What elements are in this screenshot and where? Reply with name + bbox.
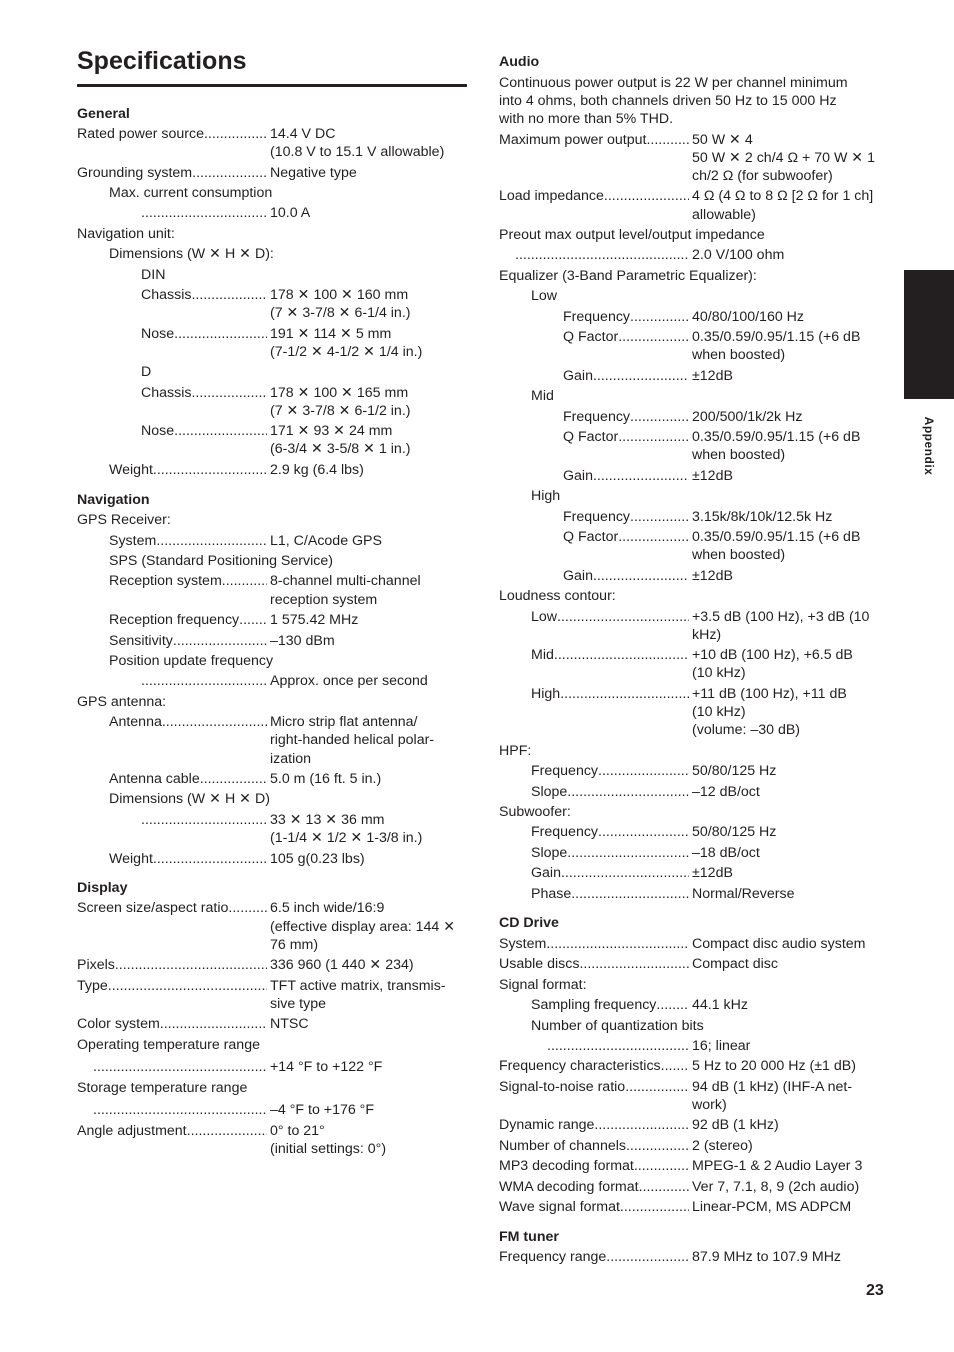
spec-label [109, 713, 267, 731]
spec-value: 0.35/0.59/0.95/1.15 (+6 dB [692, 429, 861, 445]
spec-label-text: Nose [141, 326, 175, 342]
spec-label [563, 467, 689, 485]
spec-value: 5 Hz to 20 000 Hz (±1 dB) [692, 1058, 856, 1074]
spec-value-continuation: 76 mm) [270, 937, 319, 953]
spec-value: 87.9 MHz to 107.9 MHz [692, 1249, 842, 1265]
spec-label [141, 811, 267, 829]
spec-label-text: Screen size/aspect ratio [77, 900, 229, 916]
spec-label-text: Type [77, 978, 108, 994]
spec-label-text: Load impedance [499, 188, 604, 204]
spec-label: Mid [531, 388, 554, 404]
spec-label [563, 508, 689, 526]
spec-value: Compact disc audio system [692, 936, 866, 952]
spec-value: 178 ✕ 100 ✕ 165 mm [270, 385, 409, 401]
spec-value: 171 ✕ 93 ✕ 24 mm [270, 423, 393, 439]
spec-value: –18 dB/oct [692, 845, 760, 861]
spec-label: GPS Receiver: [77, 512, 171, 528]
spec-value-continuation: (7 ✕ 3-7/8 ✕ 6-1/4 in.) [270, 305, 411, 321]
dot-leader [630, 508, 689, 526]
spec-label-text: Gain [563, 368, 593, 384]
spec-label-text: Gain [563, 568, 593, 584]
spec-label: Operating temperature range [77, 1037, 260, 1053]
spec-value-continuation: right-handed helical polar- [270, 732, 435, 748]
dot-leader [604, 187, 689, 205]
title-rule [77, 84, 467, 87]
spec-label-text: System [109, 533, 157, 549]
spec-value: 40/80/100/160 Hz [692, 309, 805, 325]
dot-leader [579, 955, 689, 973]
spec-label [499, 955, 689, 973]
spec-value-continuation: (effective display area: 144 ✕ [270, 919, 456, 935]
spec-value: 4 Ω (4 Ω to 8 Ω [2 Ω for 1 ch] [692, 188, 874, 204]
dot-leader [93, 1058, 267, 1076]
spec-value: 200/500/1k/2k Hz [692, 409, 803, 425]
spec-label-text: Gain [563, 468, 593, 484]
spec-value: TFT active matrix, transmis- [270, 978, 446, 994]
dot-leader [554, 646, 689, 664]
spec-value: Negative type [270, 165, 357, 181]
dot-leader [93, 1101, 267, 1119]
spec-label-text: Mid [531, 647, 554, 663]
spec-label [141, 204, 267, 222]
dot-leader [620, 1198, 689, 1216]
spec-label-text: Rated power source [77, 126, 204, 142]
spec-label [499, 1078, 689, 1096]
spec-label-text: Gain [531, 865, 561, 881]
spec-value-continuation: (initial settings: 0°) [270, 1141, 387, 1157]
dot-leader [618, 428, 689, 446]
spec-label [109, 461, 267, 479]
spec-value: –12 dB/oct [692, 784, 760, 800]
spec-label [93, 1058, 267, 1076]
spec-value-continuation: reception system [270, 592, 378, 608]
spec-value: 0.35/0.59/0.95/1.15 (+6 dB [692, 529, 861, 545]
spec-label-text: Q Factor [563, 329, 619, 345]
spec-value-continuation: when boosted) [692, 347, 786, 363]
dot-leader [141, 204, 267, 222]
dot-leader [191, 286, 267, 304]
spec-label [77, 977, 267, 995]
spec-label [499, 1116, 689, 1134]
spec-label [499, 1057, 689, 1075]
spec-label [563, 408, 689, 426]
spec-value: 2 (stereo) [692, 1138, 753, 1154]
dot-leader [630, 408, 689, 426]
spec-label: DIN [141, 267, 166, 283]
spec-value: 92 dB (1 kHz) [692, 1117, 779, 1133]
spec-label-text: Signal-to-noise ratio [499, 1079, 626, 1095]
spec-label-text: Weight [109, 462, 153, 478]
spec-value: ±12dB [692, 368, 733, 384]
spec-label [499, 935, 689, 953]
spec-label-text: WMA decoding format [499, 1179, 639, 1195]
spec-label-text: Frequency [531, 824, 599, 840]
spec-label-text: Usable discs [499, 956, 580, 972]
spec-label: Continuous power output is 22 W per channel minimum [499, 75, 848, 91]
dot-leader [174, 325, 267, 343]
spec-label: High [531, 488, 561, 504]
spec-value: 44.1 kHz [692, 997, 748, 1013]
dot-leader [239, 611, 267, 629]
spec-label: into 4 ohms, both channels driven 50 Hz to 15 000 Hz [499, 93, 837, 109]
spec-label [563, 528, 689, 546]
dot-leader [547, 1037, 689, 1055]
spec-value: 191 ✕ 114 ✕ 5 mm [270, 326, 392, 342]
spec-label-text: Chassis [141, 287, 192, 303]
spec-value-continuation: (6-3/4 ✕ 3-5/8 ✕ 1 in.) [270, 441, 411, 457]
dot-leader [594, 1116, 689, 1134]
dot-leader [656, 996, 689, 1014]
spec-label [141, 422, 267, 440]
spec-value: L1, C/Acode GPS [270, 533, 382, 549]
spec-label [531, 646, 689, 664]
spec-label [531, 823, 689, 841]
spec-label-text: Grounding system [77, 165, 193, 181]
spec-label: D [141, 364, 152, 380]
spec-value: 105 g(0.23 lbs) [270, 851, 365, 867]
spec-value: +11 dB (100 Hz), +11 dB [692, 686, 847, 702]
dot-leader [661, 1057, 689, 1075]
spec-label-text: Antenna [109, 714, 162, 730]
spec-label [499, 1178, 689, 1196]
spec-label: Subwoofer: [499, 804, 571, 820]
spec-label: Storage temperature range [77, 1080, 248, 1096]
dot-leader [618, 328, 689, 346]
dot-leader [115, 956, 267, 974]
spec-value: 2.0 V/100 ohm [692, 247, 785, 263]
section-heading: Audio [499, 54, 540, 70]
spec-label-text: Weight [109, 851, 153, 867]
spec-label-text: Wave signal format [499, 1199, 620, 1215]
spec-label [531, 864, 689, 882]
spec-label [109, 850, 267, 868]
spec-label: GPS antenna: [77, 694, 167, 710]
spec-value-continuation: (7-1/2 ✕ 4-1/2 ✕ 1/4 in.) [270, 344, 423, 360]
spec-label: Loudness contour: [499, 588, 616, 604]
spec-value: Ver 7, 7.1, 8, 9 (2ch audio) [692, 1179, 860, 1195]
spec-label: Preout max output level/output impedance [499, 227, 765, 243]
spec-label [515, 246, 689, 264]
spec-label-text: Dynamic range [499, 1117, 595, 1133]
dot-leader [626, 1137, 689, 1155]
dot-leader [173, 632, 267, 650]
spec-label: Position update frequency [109, 653, 274, 669]
spec-label-text: Sensitivity [109, 633, 173, 649]
spec-value: +3.5 dB (100 Hz), +3 dB (10 [692, 609, 870, 625]
spec-value-continuation: sive type [270, 996, 326, 1012]
spec-value: 1 575.42 MHz [270, 612, 359, 628]
spec-value-continuation: work) [692, 1097, 727, 1113]
dot-leader [200, 770, 267, 788]
spec-label [531, 783, 689, 801]
dot-leader [187, 1122, 267, 1140]
spec-label-text: Number of channels [499, 1138, 626, 1154]
spec-label: with no more than 5% THD. [499, 111, 674, 127]
spec-label: Equalizer (3-Band Parametric Equalizer): [499, 268, 757, 284]
spec-label [93, 1101, 267, 1119]
dot-leader [593, 567, 689, 585]
dot-leader [606, 1248, 689, 1266]
page-number: 23 [866, 1282, 884, 1299]
spec-label-text: Slope [531, 845, 568, 861]
spec-value-continuation: allowable) [692, 207, 756, 223]
spec-label-text: High [531, 686, 561, 702]
spec-label [109, 632, 267, 650]
spec-value: Compact disc [692, 956, 778, 972]
dot-leader [560, 685, 689, 703]
spec-label [531, 608, 689, 626]
spec-value-continuation: when boosted) [692, 547, 786, 563]
spec-label [77, 1122, 267, 1140]
spec-value-continuation: (10.8 V to 15.1 V allowable) [270, 144, 445, 160]
spec-label-text: MP3 decoding format [499, 1158, 634, 1174]
spec-label [141, 384, 267, 402]
dot-leader [160, 1015, 267, 1033]
spec-label [499, 1248, 689, 1266]
spec-value: 10.0 A [270, 205, 311, 221]
spec-label [109, 532, 267, 550]
dot-leader [571, 885, 689, 903]
spec-value: +14 °F to +122 °F [270, 1059, 383, 1075]
dot-leader [639, 1178, 689, 1196]
spec-label: Number of quantization bits [531, 1018, 704, 1034]
spec-label-text: Frequency [563, 309, 631, 325]
spec-label [531, 996, 689, 1014]
spec-label [531, 762, 689, 780]
spec-value: 336 960 (1 440 ✕ 234) [270, 957, 414, 973]
spec-label [499, 187, 689, 205]
spec-label-text: Frequency range [499, 1249, 607, 1265]
spec-label [77, 899, 267, 917]
dot-leader [153, 461, 267, 479]
spec-value: 5.0 m (16 ft. 5 in.) [270, 771, 382, 787]
spec-label-text: Sampling frequency [531, 997, 657, 1013]
dot-leader [153, 850, 267, 868]
spec-label [499, 1157, 689, 1175]
spec-label [77, 956, 267, 974]
spec-label [563, 367, 689, 385]
dot-leader [156, 532, 267, 550]
spec-value: 2.9 kg (6.4 lbs) [270, 462, 364, 478]
spec-label-text: Angle adjustment [77, 1123, 187, 1139]
spec-label: HPF: [499, 743, 532, 759]
dot-leader [630, 308, 689, 326]
spec-label-text: Phase [531, 886, 572, 902]
dot-leader [557, 608, 689, 626]
spec-value-continuation: (10 kHz) [692, 665, 746, 681]
spec-label [109, 770, 267, 788]
spec-value: ±12dB [692, 865, 733, 881]
spec-label-text: Q Factor [563, 529, 619, 545]
dot-leader [567, 783, 689, 801]
dot-leader [204, 125, 267, 143]
spec-label [499, 131, 689, 149]
spec-label-text: Antenna cable [109, 771, 200, 787]
spec-value-continuation: ch/2 Ω (for subwoofer) [692, 168, 833, 184]
spec-value: Normal/Reverse [692, 886, 795, 902]
spec-label-text: Chassis [141, 385, 192, 401]
spec-value: ±12dB [692, 568, 733, 584]
spec-label [141, 672, 267, 690]
spec-value-continuation: (volume: –30 dB) [692, 722, 801, 738]
dot-leader [108, 977, 267, 995]
spec-label [531, 685, 689, 703]
spec-label-text: System [499, 936, 547, 952]
spec-value-continuation: (7 ✕ 3-7/8 ✕ 6-1/2 in.) [270, 403, 411, 419]
spec-label: Dimensions (W ✕ H ✕ D): [109, 246, 274, 262]
dot-leader [598, 762, 689, 780]
spec-label-text: Nose [141, 423, 175, 439]
spec-value: 3.15k/8k/10k/12.5k Hz [692, 509, 833, 525]
spec-label-text: Maximum power output [499, 132, 647, 148]
spec-label-text: Low [531, 609, 558, 625]
dot-leader [618, 528, 689, 546]
section-heading: CD Drive [499, 915, 559, 931]
spec-value: 0° to 21° [270, 1123, 325, 1139]
section-heading: Display [77, 880, 128, 896]
spec-label [141, 286, 267, 304]
spec-value: 50/80/125 Hz [692, 824, 777, 840]
spec-value: Linear-PCM, MS ADPCM [692, 1199, 852, 1215]
spec-value: 16; linear [692, 1038, 751, 1054]
dot-leader [191, 384, 267, 402]
spec-value: MPEG-1 & 2 Audio Layer 3 [692, 1158, 863, 1174]
spec-value-continuation: kHz) [692, 627, 722, 643]
spec-value: NTSC [270, 1016, 309, 1032]
spec-label [531, 844, 689, 862]
spec-value: –130 dBm [270, 633, 335, 649]
section-heading: FM tuner [499, 1229, 559, 1245]
spec-label [563, 567, 689, 585]
spec-label-text: Q Factor [563, 429, 619, 445]
spec-value-continuation: ization [270, 751, 312, 767]
spec-value: 0.35/0.59/0.95/1.15 (+6 dB [692, 329, 861, 345]
spec-value: 178 ✕ 100 ✕ 160 mm [270, 287, 409, 303]
dot-leader [162, 713, 267, 731]
spec-value: ±12dB [692, 468, 733, 484]
section-heading: Navigation [77, 492, 150, 508]
spec-label: Dimensions (W ✕ H ✕ D) [109, 791, 270, 807]
spec-value: 14.4 V DC [270, 126, 336, 142]
spec-label [77, 1015, 267, 1033]
spec-label [499, 1137, 689, 1155]
spec-value-continuation: (10 kHz) [692, 704, 746, 720]
spec-value: Micro strip flat antenna/ [270, 714, 418, 730]
spec-label [547, 1037, 689, 1055]
spec-label [563, 428, 689, 446]
dot-leader [546, 935, 689, 953]
spec-value: 8-channel multi-channel [270, 573, 421, 589]
dot-leader [141, 672, 267, 690]
spec-label [109, 572, 267, 590]
dot-leader [561, 864, 689, 882]
spec-label: SPS (Standard Positioning Service) [109, 553, 333, 569]
appendix-tab [904, 270, 954, 399]
dot-leader [567, 844, 689, 862]
spec-label-text: Reception system [109, 573, 222, 589]
spec-label [109, 611, 267, 629]
spec-label-text: Color system [77, 1016, 160, 1032]
dot-leader [515, 246, 689, 264]
spec-label [141, 325, 267, 343]
dot-leader [141, 811, 267, 829]
spec-value-continuation: when boosted) [692, 447, 786, 463]
page-title: Specifications [77, 47, 247, 75]
spec-value: 50 W ✕ 4 [692, 132, 753, 148]
dot-leader [598, 823, 689, 841]
spec-label [77, 164, 267, 182]
dot-leader [625, 1078, 689, 1096]
spec-label-text: Frequency [563, 509, 631, 525]
spec-value: 94 dB (1 kHz) (IHF-A net- [692, 1079, 853, 1095]
appendix-label: Appendix [922, 416, 936, 476]
spec-value: 33 ✕ 13 ✕ 36 mm [270, 812, 385, 828]
dot-leader [174, 422, 267, 440]
dot-leader [593, 467, 689, 485]
dot-leader [593, 367, 689, 385]
spec-label [563, 328, 689, 346]
spec-label [77, 125, 267, 143]
spec-label [563, 308, 689, 326]
spec-label-text: Reception frequency [109, 612, 240, 628]
spec-value: 50/80/125 Hz [692, 763, 777, 779]
dot-leader [646, 131, 689, 149]
dot-leader [192, 164, 267, 182]
spec-value-continuation: (1-1/4 ✕ 1/2 ✕ 1-3/8 in.) [270, 830, 423, 846]
spec-label [499, 1198, 689, 1216]
spec-label-text: Frequency characteristics [499, 1058, 661, 1074]
dot-leader [222, 572, 267, 590]
spec-value: 6.5 inch wide/16:9 [270, 900, 385, 916]
spec-value-continuation: 50 W ✕ 2 ch/4 Ω + 70 W ✕ 1 [692, 150, 876, 166]
spec-label [531, 885, 689, 903]
spec-label-text: Frequency [531, 763, 599, 779]
spec-label-text: Slope [531, 784, 568, 800]
spec-label-text: Frequency [563, 409, 631, 425]
spec-value: +10 dB (100 Hz), +6.5 dB [692, 647, 853, 663]
spec-label: Low [531, 288, 558, 304]
spec-label: Max. current consumption [109, 185, 273, 201]
spec-label-text: Pixels [77, 957, 115, 973]
dot-leader [228, 899, 267, 917]
spec-value: Approx. once per second [270, 673, 428, 689]
spec-label: Navigation unit: [77, 226, 175, 242]
dot-leader [634, 1157, 689, 1175]
spec-value: –4 °F to +176 °F [270, 1102, 375, 1118]
section-heading: General [77, 106, 130, 122]
spec-label: Signal format: [499, 977, 587, 993]
